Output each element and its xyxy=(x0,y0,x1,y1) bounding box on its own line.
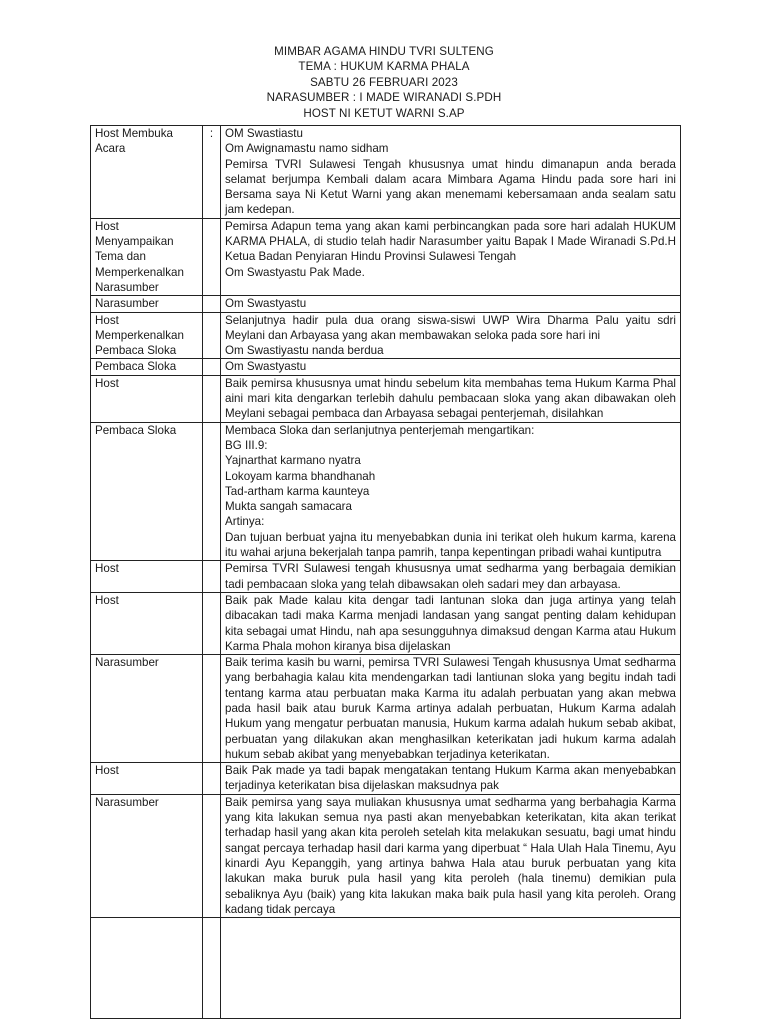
separator-cell xyxy=(203,763,221,795)
dialogue-line: Pemirsa Adapun tema yang akan kami perbincangkan pada sore hari adalah HUKUM KARMA PHALA, di studio telah hadir Narasumber yaitu Bapak I Made Wiranadi S.Pd.H Ketua Badan Penyiaran Hindu Provinsi Sulawesi Tengah xyxy=(225,219,676,264)
dialogue-cell xyxy=(221,126,681,219)
dialogue-cell xyxy=(221,422,681,561)
dialogue-line: Mukta sangah samacara xyxy=(225,500,352,514)
separator-cell xyxy=(203,655,221,763)
dialogue-line: OM Swastiastu xyxy=(225,127,303,140)
header-program-title: MIMBAR AGAMA HINDU TVRI SULTENG xyxy=(274,45,494,58)
table-row xyxy=(91,296,681,312)
table-row xyxy=(91,375,681,422)
separator-cell xyxy=(203,312,221,359)
dialogue-line: Om Swastiyastu nanda berdua xyxy=(225,344,384,358)
speaker-cell: Host Memperkenalkan Pembaca Sloka xyxy=(91,312,203,359)
separator-cell xyxy=(203,375,221,422)
speaker-cell: Host xyxy=(91,592,203,654)
dialogue-line: Baik Pak made ya tadi bapak mengatakan tentang Hukum Karma akan menyebabkan terjadinya keterikatan bisa dijelaskan maksudnya pak xyxy=(225,764,676,793)
dialogue-cell xyxy=(221,359,681,375)
dialogue-line: Pemirsa TVRI Sulawesi Tengah khususnya umat hindu dimanapun anda berada selamat berjumpa Kembali dalam acara Mimbara Agama Hindu pada sore hari ini Bersama saya Ni Ketut Warni yang akan menemami kebersamaan anda sealam satu jam kedepan. xyxy=(225,157,676,217)
speaker-cell: Pembaca Sloka xyxy=(91,359,203,375)
separator-cell: : xyxy=(203,126,221,219)
dialogue-line: Om Awignamastu namo sidham xyxy=(225,142,389,156)
table-row xyxy=(91,763,681,795)
header-host: HOST NI KETUT WARNI S.AP xyxy=(303,106,465,120)
separator-cell xyxy=(203,296,221,312)
empty-cell xyxy=(221,918,681,1019)
dialogue-cell xyxy=(221,592,681,654)
dialogue-cell xyxy=(221,312,681,359)
empty-cell xyxy=(91,918,203,1019)
table-row xyxy=(91,312,681,359)
separator-cell xyxy=(203,359,221,375)
speaker-cell: Host xyxy=(91,561,203,593)
dialogue-cell xyxy=(221,218,681,295)
dialogue-line: Baik pemirsa khususnya umat hindu sebelum kita membahas tema Hukum Karma Phal aini mari kita dengarkan terlebih dahulu pembacaan sloka yang akan dibawakan oleh Meylani sebagai pembaca dan Arbayasa sebagai penterjemah, disilahkan xyxy=(225,376,676,421)
dialogue-cell xyxy=(221,794,681,917)
table-row xyxy=(91,592,681,654)
speaker-cell: Narasumber xyxy=(91,655,203,763)
dialogue-line: Om Swastyastu Pak Made. xyxy=(225,265,365,279)
speaker-cell: Narasumber xyxy=(91,296,203,312)
dialogue-cell xyxy=(221,655,681,763)
dialogue-cell xyxy=(221,375,681,422)
header-theme: TEMA : HUKUM KARMA PHALA xyxy=(298,60,470,74)
speaker-cell: Host Membuka Acara xyxy=(91,126,203,219)
dialogue-line: Lokoyam karma bhandhanah xyxy=(225,469,376,483)
document-header xyxy=(0,44,768,121)
dialogue-cell xyxy=(221,296,681,312)
table-row xyxy=(91,561,681,593)
header-date: SABTU 26 FEBRUARI 2023 xyxy=(310,75,458,89)
table-row xyxy=(91,655,681,763)
table-row xyxy=(91,422,681,561)
table-row xyxy=(91,794,681,917)
header-speaker: NARASUMBER : I MADE WIRANADI S.PDH xyxy=(266,91,502,105)
table-row xyxy=(91,359,681,375)
dialogue-line: Baik terima kasih bu warni, pemirsa TVRI Sulawesi Tengah khususnya Umat sedharma yang berbahagia kalau kita mendengarkan tadi lantiunan sloka yang begitu indah tadi tentang karma atau perbuatan maka Karma itu adalah perbuatan yang akan mebwa pada hasil baik atau buruk Karma artinya adalah perbuatan, Hukum Karma adalah Hukum yang mengatur perbuatan manusia, Hukum karma adalah hukum sebab akibat, perbuatan yang dilakukan akan menghasilkan keterikatan jadi hukum karma adalah hukum sebab akibat yang menyebabkan terjadinya keterikatan. xyxy=(225,656,676,761)
separator-cell xyxy=(203,218,221,295)
dialogue-line: Om Swastyastu xyxy=(225,360,307,374)
speaker-cell: Host xyxy=(91,375,203,422)
dialogue-line: Yajnarthat karmano nyatra xyxy=(225,454,361,468)
separator-cell xyxy=(203,422,221,561)
separator-cell xyxy=(203,561,221,593)
dialogue-line: Membaca Sloka dan serlanjutnya penterjemah mengartikan: xyxy=(225,423,535,437)
dialogue-line: BG III.9: xyxy=(225,438,268,452)
speaker-cell: Narasumber xyxy=(91,794,203,917)
dialogue-line: Dan tujuan berbuat yajna itu menyebabkan dunia ini terikat oleh hukum karma, karena itu wahai arjuna bekerjalah tanpa pamrih, tanpa kepentingan pribadi wahai kuntiputra xyxy=(225,530,676,560)
dialogue-line: Baik pak Made kalau kita dengar tadi lantunan sloka dan juga artinya yang telah dibacakan tadi maka Karma menjadi landasan yang sangat penting dalam kehidupan kita sebagai umat Hindu, nah apa sesungguhnya dimaksud dengan Karma atau Hukum Karma Phala mohon kiranya bisa dijelaskan xyxy=(225,593,676,653)
table-row xyxy=(91,126,681,219)
dialogue-line: Artinya: xyxy=(225,515,265,529)
speaker-cell: Host xyxy=(91,763,203,795)
dialogue-cell xyxy=(221,763,681,795)
separator-cell xyxy=(203,794,221,917)
empty-cell xyxy=(203,918,221,1019)
speaker-cell: Pembaca Sloka xyxy=(91,422,203,561)
separator-cell xyxy=(203,592,221,654)
dialogue-cell xyxy=(221,561,681,593)
table-row-empty xyxy=(91,918,681,1019)
dialogue-line: Baik pemirsa yang saya muliakan khususnya umat sedharma yang berbahagia Karma yang kita lakukan semua nya pasti akan menyebabkan keterikatan, kita akan terikat terhadap hasil yang akan kita peroleh setelah kita melakukan sesuatu, bagi umat hindu sangat percaya terhadap hasil dari karma yang diperbuat “ Hala Ulah Hala Tinemu, Ayu kinardi Ayu Kepanggih, yang artinya bahwa Hala atau buruk perbuatan yang kita lakukan maka buruk pula hasil yang kita peroleh (hala tinemu) demikian pula sebaliknya Ayu (baik) yang kita lakukan maka baik pula hasil yang kita peroleh. Orang kadang tidak percaya xyxy=(225,795,676,916)
speaker-cell: Host Menyampaikan Tema dan Memperkenalkan Narasumber xyxy=(91,218,203,295)
dialogue-line: Pemirsa TVRI Sulawesi tengah khususnya umat sedharma yang berbagaia demikian tadi pembacaan sloka yang telah dibawsakan oleh sadari mey dan arbayasa. xyxy=(225,562,676,591)
dialogue-line: Selanjutnya hadir pula dua orang siswa-siswi UWP Wira Dharma Palu yaitu sdri Meylani dan Arbayasa yang akan membawakan seloka pada sore hari ini xyxy=(225,313,676,342)
dialogue-line: Om Swastyastu xyxy=(225,297,307,311)
script-table xyxy=(90,125,681,1019)
script-table-body xyxy=(91,126,681,1019)
table-row xyxy=(91,218,681,295)
dialogue-line: Tad-artham karma kaunteya xyxy=(225,484,370,498)
